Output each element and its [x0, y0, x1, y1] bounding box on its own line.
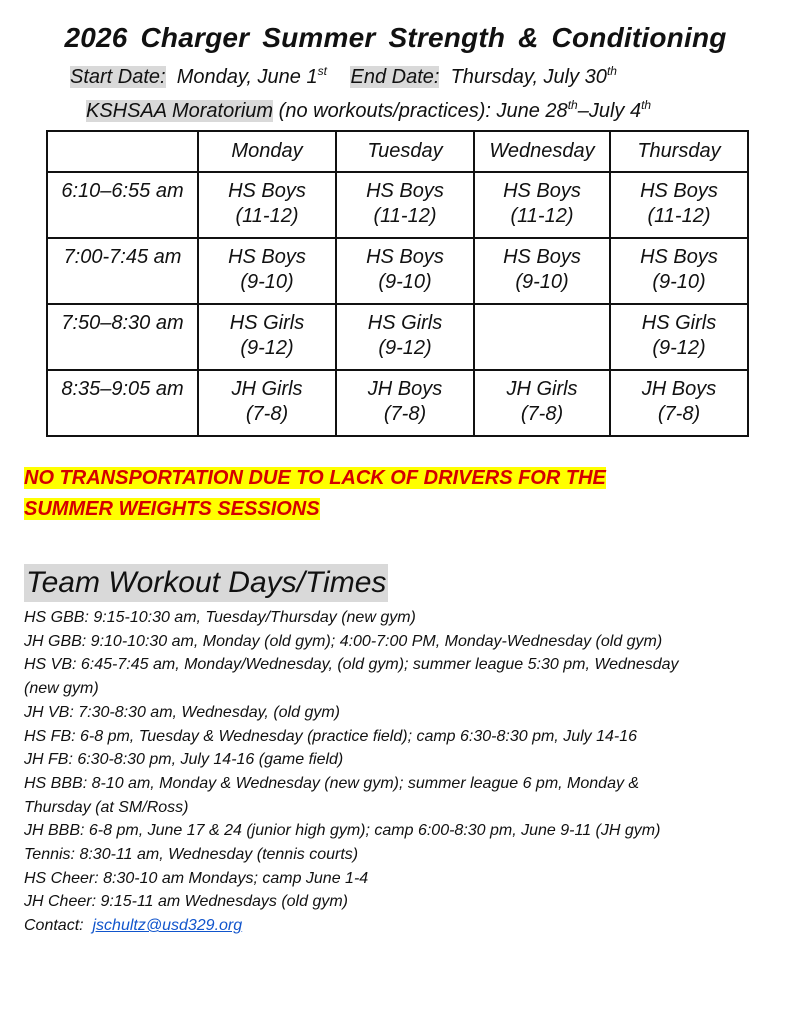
- workout-line: Tennis: 8:30-11 am, Wednesday (tennis courts): [24, 846, 359, 864]
- session-group: JH Boys: [641, 378, 717, 400]
- session-group: HS Boys: [640, 246, 718, 268]
- session-grades: (9-12): [240, 337, 294, 359]
- transportation-notice: [24, 463, 724, 525]
- workout-line: HS Cheer: 8:30-10 am Mondays; camp June 1-4: [24, 869, 369, 887]
- session-cell: [198, 370, 336, 436]
- session-cell: [474, 370, 610, 436]
- session-grades: (9-10): [378, 271, 432, 293]
- workout-line: JH VB: 7:30-8:30 am, Wednesday, (old gym): [24, 703, 340, 721]
- session-cell-empty: [474, 304, 610, 370]
- header-cell-monday: Monday: [198, 131, 336, 172]
- end-date-value: Thursday, July 30: [450, 66, 607, 88]
- session-cell: [198, 238, 336, 304]
- session-group: HS Boys: [366, 180, 444, 202]
- session-cell: [610, 370, 748, 436]
- session-cell: [198, 304, 336, 370]
- contact-email-link[interactable]: jschultz@usd329.org: [92, 917, 243, 935]
- workout-line: JH GBB: 9:10-10:30 am, Monday (old gym); 4:00-7:00 PM, Monday-Wednesday (old gym): [24, 632, 663, 650]
- session-cell: [198, 172, 336, 238]
- session-cell: [336, 304, 474, 370]
- session-grades: (11-12): [510, 205, 574, 227]
- session-group: HS Girls: [229, 312, 305, 334]
- schedule-row: [47, 370, 748, 436]
- moratorium-line: [86, 100, 651, 123]
- header-cell-wednesday: Wednesday: [474, 131, 610, 172]
- session-grades: (9-10): [240, 271, 294, 293]
- team-section-title: Team Workout Days/Times: [24, 564, 388, 602]
- session-group: HS Boys: [366, 246, 444, 268]
- workout-line: Thursday (at SM/Ross): [24, 798, 189, 816]
- session-cell: [610, 304, 748, 370]
- session-grades: (9-12): [652, 337, 706, 359]
- start-date-value: Monday, June 1: [176, 66, 318, 88]
- session-group: HS Boys: [640, 180, 718, 202]
- start-date-label: Start Date:: [70, 66, 166, 88]
- session-grades: (7-8): [520, 403, 564, 425]
- session-cell: [336, 370, 474, 436]
- session-cell: [336, 238, 474, 304]
- session-group: HS Girls: [367, 312, 443, 334]
- moratorium-label: KSHSAA Moratorium: [86, 100, 274, 122]
- session-group: HS Boys: [503, 180, 581, 202]
- session-cell: [610, 238, 748, 304]
- time-cell: 7:00-7:45 am: [47, 238, 198, 304]
- session-group: HS Boys: [228, 180, 306, 202]
- workout-line: JH BBB: 6-8 pm, June 17 & 24 (junior high gym); camp 6:00-8:30 pm, June 9-11 (JH gym): [24, 822, 661, 840]
- session-group: HS Boys: [228, 246, 306, 268]
- session-group: JH Boys: [367, 378, 443, 400]
- session-cell: [610, 172, 748, 238]
- time-cell: 8:35–9:05 am: [47, 370, 198, 436]
- contact-line: [24, 914, 774, 938]
- header-cell-thursday: Thursday: [610, 131, 748, 172]
- notice-line-2: SUMMER WEIGHTS SESSIONS: [24, 498, 320, 520]
- session-grades: (9-10): [652, 271, 706, 293]
- session-cell: [336, 172, 474, 238]
- schedule-header-row: [47, 131, 748, 172]
- header-cell-corner: [47, 131, 198, 172]
- session-group: HS Girls: [641, 312, 717, 334]
- workout-line: HS BBB: 8-10 am, Monday & Wednesday (new gym); summer league 6 pm, Monday &: [24, 774, 640, 792]
- workout-line: (new gym): [24, 680, 99, 698]
- workout-line: JH Cheer: 9:15-11 am Wednesdays (old gym): [24, 893, 348, 911]
- session-group: HS Boys: [503, 246, 581, 268]
- start-date-suffix: st: [317, 64, 327, 78]
- session-cell: [474, 238, 610, 304]
- workout-line: HS VB: 6:45-7:45 am, Monday/Wednesday, (old gym); summer league 5:30 pm, Wednesday: [24, 656, 679, 674]
- end-date-suffix: th: [606, 64, 617, 78]
- workout-line: JH FB: 6:30-8:30 pm, July 14-16 (game field): [24, 751, 344, 769]
- moratorium-text: (no workouts/practices): June 28: [278, 100, 568, 122]
- moratorium-suffix-1: th: [567, 98, 578, 112]
- session-grades: (7-8): [383, 403, 427, 425]
- schedule-row: [47, 304, 748, 370]
- moratorium-end: –July 4: [577, 100, 642, 122]
- schedule-row: [47, 172, 748, 238]
- session-group: JH Girls: [506, 378, 578, 400]
- notice-line-1: NO TRANSPORTATION DUE TO LACK OF DRIVERS FOR THE: [24, 467, 606, 489]
- session-group: JH Girls: [231, 378, 303, 400]
- session-grades: (7-8): [245, 403, 289, 425]
- team-workout-list: [24, 606, 774, 938]
- dates-line: [70, 66, 617, 89]
- workout-line: HS FB: 6-8 pm, Tuesday & Wednesday (practice field); camp 6:30-8:30 pm, July 14-16: [24, 727, 638, 745]
- schedule-row: [47, 238, 748, 304]
- session-grades: (7-8): [657, 403, 701, 425]
- moratorium-suffix-2: th: [641, 98, 652, 112]
- time-cell: 7:50–8:30 am: [47, 304, 198, 370]
- end-date-label: End Date:: [350, 66, 440, 88]
- header-cell-tuesday: Tuesday: [336, 131, 474, 172]
- time-cell: 6:10–6:55 am: [47, 172, 198, 238]
- workout-line: HS GBB: 9:15-10:30 am, Tuesday/Thursday (new gym): [24, 609, 416, 626]
- session-grades: (9-10): [515, 271, 569, 293]
- page-title: 2026 Charger Summer Strength & Conditioning: [64, 22, 727, 53]
- session-cell: [474, 172, 610, 238]
- session-grades: (11-12): [647, 205, 711, 227]
- session-grades: (11-12): [235, 205, 299, 227]
- schedule-table: [46, 130, 749, 437]
- contact-label: Contact:: [24, 917, 84, 935]
- session-grades: (9-12): [378, 337, 432, 359]
- session-grades: (11-12): [373, 205, 437, 227]
